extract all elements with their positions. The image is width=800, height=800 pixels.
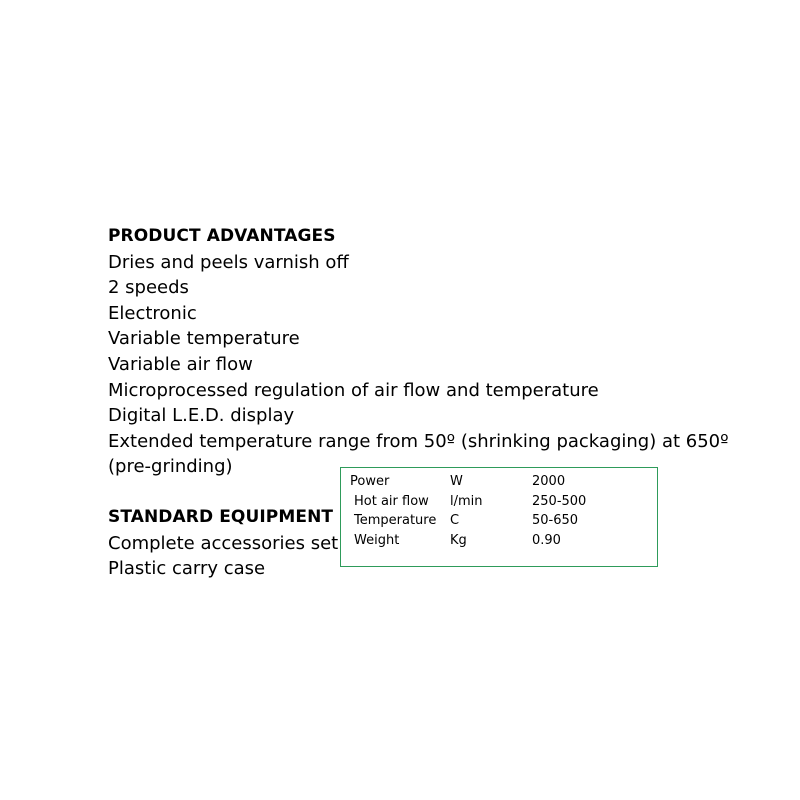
standard-equipment-section [108,505,338,582]
spec-value: 50-650 [532,513,579,528]
advantage-item: Variable temperature [108,328,300,350]
spec-unit: l/min [450,493,483,509]
spec-row [350,472,632,492]
advantage-item: 2 speeds [108,277,189,299]
spec-unit: W [450,474,463,489]
spec-row [350,492,632,512]
specifications-box [340,467,658,567]
product-advantages-heading: PRODUCT ADVANTAGES [108,226,336,246]
spec-label: Hot air flow [354,493,429,509]
product-advantages-section [108,224,768,480]
standard-equipment-heading: STANDARD EQUIPMENT [108,507,334,527]
equipment-item: Plastic carry case [108,558,266,580]
spec-value: 250-500 [532,493,587,509]
spec-row [350,511,632,531]
spec-unit: C [450,513,460,528]
spec-row [350,531,632,551]
specifications-table [350,472,632,550]
advantage-item: Digital L.E.D. display [108,405,295,427]
spec-value: 2000 [532,474,566,489]
advantage-item: Variable air flow [108,353,253,375]
advantage-item: Microprocessed regulation of air flow and temperature [108,379,599,401]
advantage-item: Dries and peels varnish off [108,251,349,273]
advantage-item: Electronic [108,302,197,324]
spec-unit: Kg [450,532,467,548]
spec-label: Temperature [354,513,437,528]
spec-label: Power [350,474,390,489]
spec-value: 0.90 [532,532,561,548]
equipment-item: Complete accessories set [108,532,339,554]
advantage-item: Extended temperature range from 50º (shrinking packaging) at 650º (pre-grinding) [108,430,729,478]
spec-label: Weight [354,532,400,548]
